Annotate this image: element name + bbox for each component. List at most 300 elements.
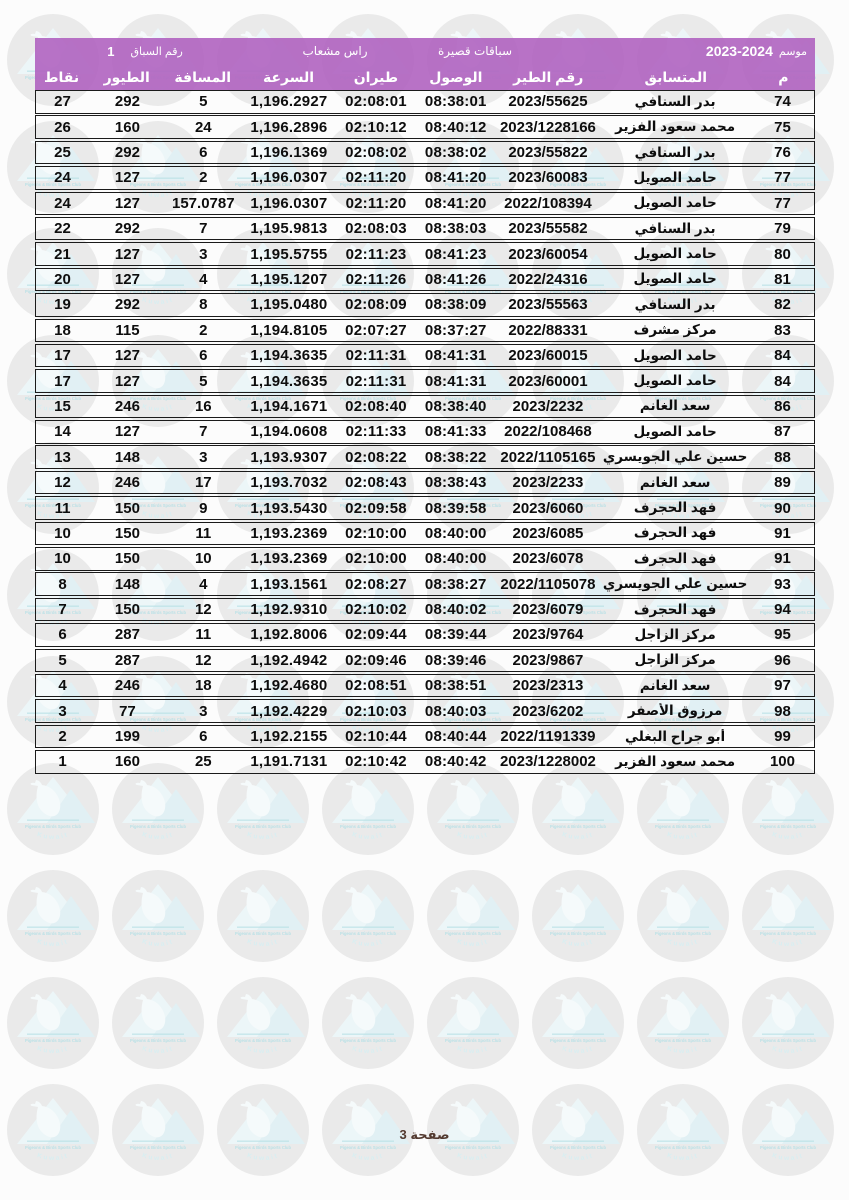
cell-speed: 1,192.4680 (250, 677, 328, 695)
cell-name: فهد الحجرف (633, 525, 717, 541)
cell-flight: 02:11:31 (345, 372, 407, 390)
cell-rank: 76 (774, 144, 791, 162)
cell-name: حامد الصويل (633, 195, 717, 211)
cell-distance: 6 (199, 728, 208, 746)
cell-birds: 150 (114, 524, 140, 542)
cell-birds: 160 (114, 118, 140, 136)
cell-distance: 7 (199, 220, 208, 238)
cell-speed: 1,193.1561 (250, 575, 328, 593)
cell-flight: 02:08:27 (345, 575, 407, 593)
table-row (35, 522, 815, 546)
table-row (35, 674, 815, 698)
cell-name: مركز مشرف (633, 322, 717, 338)
cell-birds: 148 (114, 575, 140, 593)
cell-arrival: 08:39:58 (424, 499, 487, 517)
cell-name: أبو جراح البغلي (625, 728, 726, 744)
season-prefix: موسم (778, 45, 807, 58)
cell-birds: 127 (114, 372, 140, 390)
cell-points: 24 (54, 169, 71, 187)
table-row (35, 572, 815, 596)
cell-arrival: 08:40:44 (424, 728, 487, 746)
cell-points: 13 (54, 448, 71, 466)
cell-name: مركز الزاجل (634, 626, 716, 642)
cell-flight: 02:11:33 (345, 423, 407, 441)
cell-speed: 1,193.2369 (250, 550, 328, 568)
cell-rank: 80 (774, 245, 791, 263)
page-number: صفحة 3 (399, 1127, 450, 1142)
cell-points: 8 (58, 575, 67, 593)
table-row (35, 699, 815, 723)
cell-speed: 1,194.3635 (250, 372, 328, 390)
cell-speed: 1,194.3635 (250, 347, 328, 365)
cell-points: 10 (54, 524, 71, 542)
club-logo-watermark (740, 975, 836, 1071)
cell-points: 7 (58, 601, 67, 619)
table-row (35, 166, 815, 190)
cell-points: 11 (54, 499, 71, 517)
cell-pigeon_no: 2022/1105078 (500, 575, 596, 593)
cell-speed: 1,192.2155 (250, 728, 328, 746)
cell-points: 19 (54, 296, 71, 314)
race-location: راس مشعاب (302, 44, 368, 58)
cell-arrival: 08:40:00 (424, 524, 487, 542)
table-row (35, 141, 815, 165)
table-header-row (35, 64, 815, 90)
cell-birds: 246 (114, 397, 140, 415)
cell-rank: 95 (774, 626, 791, 644)
cell-name: محمد سعود الفزير (615, 753, 736, 769)
cell-speed: 1,195.1207 (250, 270, 328, 288)
column-header-distance: المسافة (174, 68, 232, 85)
cell-speed: 1,196.0307 (250, 194, 328, 212)
cell-rank: 83 (774, 321, 791, 339)
cell-birds: 150 (114, 550, 140, 568)
table-row (35, 242, 815, 266)
cell-points: 21 (54, 245, 71, 263)
cell-distance: 3 (199, 448, 208, 466)
race-number-value: 1 (107, 43, 115, 59)
cell-flight: 02:10:02 (345, 601, 407, 619)
cell-pigeon_no: 2022/1105165 (500, 448, 596, 466)
cell-name: حامد الصويل (633, 271, 717, 287)
cell-rank: 79 (774, 220, 791, 238)
cell-distance: 2 (199, 169, 208, 187)
cell-points: 25 (54, 144, 71, 162)
cell-pigeon_no: 2023/55822 (508, 144, 588, 162)
cell-pigeon_no: 2023/1228002 (499, 753, 596, 771)
cell-arrival: 08:41:20 (424, 169, 487, 187)
cell-rank: 100 (769, 753, 795, 771)
cell-flight: 02:11:20 (345, 194, 407, 212)
cell-arrival: 08:37:27 (424, 321, 487, 339)
cell-flight: 02:07:27 (345, 321, 407, 339)
cell-arrival: 08:38:22 (424, 448, 487, 466)
cell-arrival: 08:40:42 (424, 753, 487, 771)
cell-birds: 246 (114, 677, 140, 695)
cell-birds: 287 (114, 626, 140, 644)
cell-birds: 292 (114, 296, 140, 314)
column-header-flight: طيران (353, 68, 399, 85)
results-rows (35, 90, 815, 774)
cell-birds: 77 (119, 702, 136, 720)
cell-points: 1 (58, 753, 67, 771)
table-row (35, 115, 815, 139)
cell-points: 26 (54, 118, 71, 136)
cell-distance: 16 (194, 397, 212, 415)
cell-rank: 74 (774, 93, 791, 111)
cell-points: 4 (58, 677, 67, 695)
cell-flight: 02:08:43 (345, 474, 407, 492)
cell-points: 17 (54, 372, 71, 390)
cell-name: فهد الحجرف (633, 601, 717, 617)
cell-name: بدر السنافي (634, 220, 716, 236)
cell-name: حسين علي الجويسري (602, 576, 748, 592)
cell-pigeon_no: 2023/6060 (512, 499, 584, 517)
cell-speed: 1,193.2369 (250, 524, 328, 542)
cell-arrival: 08:39:46 (424, 651, 487, 669)
cell-flight: 02:10:00 (345, 550, 407, 568)
table-row (35, 420, 815, 444)
cell-points: 14 (54, 423, 71, 441)
cell-distance: 8 (199, 296, 208, 314)
cell-speed: 1,195.9813 (250, 220, 328, 238)
cell-name: بدر السنافي (634, 93, 716, 109)
cell-pigeon_no: 2023/6202 (512, 702, 584, 720)
cell-name: فهد الحجرف (633, 500, 717, 515)
table-row (35, 547, 815, 571)
column-header-points: نقاط (43, 68, 80, 85)
cell-pigeon_no: 2023/60083 (508, 169, 588, 187)
cell-birds: 115 (115, 321, 140, 339)
cell-points: 5 (58, 651, 67, 669)
club-logo-watermark (425, 868, 521, 964)
cell-flight: 02:11:20 (345, 169, 407, 187)
cell-distance: 11 (195, 524, 212, 542)
cell-pigeon_no: 2023/55582 (508, 220, 588, 238)
cell-distance: 4 (199, 270, 208, 288)
cell-points: 3 (58, 702, 67, 720)
table-row (35, 725, 815, 749)
season-years: 2023-2024 (705, 43, 773, 59)
cell-speed: 1,194.0608 (250, 423, 328, 441)
cell-name: حامد الصويل (633, 246, 717, 262)
cell-birds: 127 (114, 423, 140, 441)
cell-points: 24 (54, 194, 71, 212)
season-label (706, 38, 807, 64)
title-bar (35, 38, 815, 64)
cell-arrival: 08:40:02 (424, 601, 487, 619)
cell-pigeon_no: 2023/60054 (508, 245, 588, 263)
cell-arrival: 08:38:09 (424, 296, 487, 314)
table-row (35, 344, 815, 368)
cell-pigeon_no: 2023/2232 (512, 397, 584, 415)
cell-arrival: 08:41:31 (424, 347, 487, 365)
club-logo-watermark (5, 975, 101, 1071)
cell-birds: 160 (114, 753, 140, 771)
table-row (35, 649, 815, 673)
cell-name: حامد الصويل (633, 423, 717, 439)
table-row (35, 750, 815, 774)
cell-arrival: 08:38:43 (424, 474, 487, 492)
cell-distance: 9 (199, 499, 208, 517)
cell-flight: 02:11:23 (345, 245, 407, 263)
table-row (35, 471, 815, 495)
club-logo-watermark (110, 975, 206, 1071)
cell-flight: 02:09:58 (345, 499, 407, 517)
cell-rank: 82 (774, 296, 791, 314)
cell-rank: 77 (774, 169, 791, 187)
cell-distance: 2 (199, 321, 208, 339)
cell-birds: 199 (114, 728, 140, 746)
cell-arrival: 08:40:12 (424, 118, 487, 136)
table-row (35, 395, 815, 419)
cell-rank: 98 (774, 702, 791, 720)
cell-birds: 292 (114, 220, 140, 238)
cell-arrival: 08:38:40 (424, 397, 487, 415)
cell-points: 2 (58, 728, 67, 746)
cell-distance: 5 (199, 372, 208, 390)
cell-flight: 02:11:31 (345, 347, 407, 365)
cell-distance: 157.0787 (172, 194, 235, 212)
cell-distance: 25 (194, 753, 212, 771)
cell-rank: 97 (774, 677, 791, 695)
cell-birds: 127 (114, 347, 140, 365)
table-row (35, 293, 815, 317)
cell-birds: 127 (114, 169, 140, 187)
cell-name: حامد الصويل (633, 373, 717, 389)
cell-birds: 292 (114, 93, 140, 111)
cell-name: حسين علي الجويسري (602, 449, 748, 465)
cell-pigeon_no: 2022/1191339 (500, 728, 596, 746)
cell-speed: 1,196.0307 (250, 169, 328, 187)
cell-arrival: 08:38:27 (424, 575, 487, 593)
race-category: سباقات قصيرة (437, 44, 513, 58)
cell-arrival: 08:38:03 (424, 220, 487, 238)
cell-rank: 86 (774, 397, 791, 415)
cell-rank: 91 (774, 550, 791, 568)
column-header-name: المتسابق (644, 68, 708, 85)
table-row (35, 90, 815, 114)
cell-speed: 1,195.0480 (250, 296, 328, 314)
cell-speed: 1,193.9307 (250, 448, 328, 466)
cell-pigeon_no: 2023/9764 (512, 626, 584, 644)
cell-name: حامد الصويل (633, 169, 717, 185)
cell-birds: 150 (114, 499, 140, 517)
table-row (35, 319, 815, 343)
cell-name: سعد الغانم (639, 677, 711, 693)
cell-flight: 02:10:12 (345, 118, 407, 136)
cell-pigeon_no: 2022/88331 (508, 321, 588, 339)
cell-rank: 99 (774, 728, 791, 746)
cell-flight: 02:08:01 (345, 93, 407, 111)
cell-speed: 1,196.2927 (250, 93, 328, 111)
cell-birds: 127 (114, 245, 140, 263)
table-row (35, 598, 815, 622)
cell-distance: 12 (194, 601, 212, 619)
table-row (35, 623, 815, 647)
cell-points: 12 (54, 474, 71, 492)
club-logo-watermark (320, 975, 416, 1071)
cell-points: 27 (54, 93, 71, 111)
cell-speed: 1,192.9310 (250, 601, 328, 619)
cell-arrival: 08:41:31 (424, 372, 487, 390)
cell-rank: 94 (774, 601, 791, 619)
cell-name: مركز الزاجل (634, 652, 716, 668)
cell-rank: 91 (774, 524, 791, 542)
column-header-rank: م (778, 68, 789, 85)
cell-flight: 02:09:44 (345, 626, 407, 644)
cell-distance: 5 (199, 93, 208, 111)
cell-arrival: 08:38:51 (424, 677, 487, 695)
cell-pigeon_no: 2023/55625 (508, 93, 588, 111)
cell-arrival: 08:38:01 (424, 93, 487, 111)
cell-distance: 12 (194, 651, 212, 669)
cell-distance: 17 (194, 474, 212, 492)
club-logo-watermark (320, 868, 416, 964)
cell-points: 22 (54, 220, 71, 238)
cell-rank: 89 (774, 474, 791, 492)
cell-rank: 93 (774, 575, 791, 593)
table-row (35, 192, 815, 216)
cell-flight: 02:10:00 (345, 524, 407, 542)
cell-flight: 02:09:46 (345, 651, 407, 669)
cell-arrival: 08:41:23 (424, 245, 487, 263)
club-logo-watermark (425, 975, 521, 1071)
cell-flight: 02:08:51 (345, 677, 407, 695)
cell-pigeon_no: 2023/55563 (508, 296, 588, 314)
cell-arrival: 08:39:44 (424, 626, 487, 644)
cell-rank: 77 (774, 194, 791, 212)
club-logo-watermark (110, 868, 206, 964)
cell-rank: 87 (774, 423, 791, 441)
cell-distance: 11 (195, 626, 212, 644)
cell-speed: 1,196.1369 (250, 144, 328, 162)
club-logo-watermark (530, 868, 626, 964)
cell-arrival: 08:40:00 (424, 550, 487, 568)
cell-speed: 1,193.5430 (250, 499, 328, 517)
club-logo-watermark (215, 975, 311, 1071)
cell-points: 20 (54, 270, 71, 288)
cell-pigeon_no: 2023/2313 (512, 677, 584, 695)
cell-name: محمد سعود الفزير (615, 119, 736, 135)
cell-arrival: 08:40:03 (424, 702, 487, 720)
cell-pigeon_no: 2023/6078 (512, 550, 584, 568)
cell-speed: 1,191.7131 (250, 753, 328, 771)
cell-birds: 127 (114, 270, 140, 288)
cell-name: حامد الصويل (633, 347, 717, 363)
cell-points: 18 (54, 321, 71, 339)
cell-name: سعد الغانم (639, 398, 711, 414)
table-row (35, 369, 815, 393)
cell-birds: 148 (114, 448, 140, 466)
cell-speed: 1,196.2896 (250, 118, 328, 136)
club-logo-watermark (635, 868, 731, 964)
cell-distance: 24 (194, 118, 212, 136)
cell-speed: 1,193.7032 (250, 474, 328, 492)
cell-rank: 88 (774, 448, 791, 466)
cell-rank: 81 (774, 270, 791, 288)
cell-birds: 127 (114, 194, 140, 212)
cell-birds: 292 (114, 144, 140, 162)
cell-rank: 96 (774, 651, 791, 669)
cell-name: مرزوق الأصفر (627, 703, 723, 719)
cell-flight: 02:08:40 (345, 397, 407, 415)
cell-birds: 246 (114, 474, 140, 492)
cell-birds: 287 (114, 651, 140, 669)
table-row (35, 445, 815, 469)
cell-name: بدر السنافي (634, 144, 716, 160)
cell-speed: 1,192.8006 (250, 626, 328, 644)
cell-pigeon_no: 2023/6085 (512, 524, 584, 542)
cell-name: بدر السنافي (634, 296, 716, 312)
cell-flight: 02:10:03 (345, 702, 407, 720)
club-logo-watermark (5, 868, 101, 964)
club-logo-watermark (530, 975, 626, 1071)
cell-rank: 84 (774, 372, 791, 390)
cell-distance: 4 (199, 575, 208, 593)
cell-pigeon_no: 2023/6079 (512, 601, 584, 619)
cell-distance: 6 (199, 347, 208, 365)
cell-distance: 3 (199, 702, 208, 720)
cell-points: 10 (54, 550, 71, 568)
cell-arrival: 08:38:02 (424, 144, 487, 162)
cell-pigeon_no: 2023/60015 (508, 347, 588, 365)
club-logo-watermark (740, 868, 836, 964)
cell-points: 17 (54, 347, 71, 365)
cell-pigeon_no: 2023/1228166 (499, 118, 596, 136)
cell-rank: 84 (774, 347, 791, 365)
cell-points: 15 (54, 397, 71, 415)
cell-flight: 02:10:42 (345, 753, 407, 771)
cell-flight: 02:08:22 (345, 448, 407, 466)
cell-rank: 90 (774, 499, 791, 517)
cell-pigeon_no: 2022/24316 (508, 270, 588, 288)
cell-arrival: 08:41:33 (424, 423, 487, 441)
column-header-pigeon_no: رقم الطير (513, 68, 584, 85)
results-sheet (35, 38, 815, 776)
table-row (35, 217, 815, 241)
cell-pigeon_no: 2022/108394 (504, 194, 592, 212)
cell-speed: 1,194.1671 (250, 397, 328, 415)
cell-points: 6 (58, 626, 67, 644)
cell-rank: 75 (774, 118, 791, 136)
cell-flight: 02:08:02 (345, 144, 407, 162)
cell-pigeon_no: 2023/2233 (512, 474, 584, 492)
cell-birds: 150 (114, 601, 140, 619)
cell-speed: 1,192.4942 (250, 651, 328, 669)
cell-distance: 18 (194, 677, 212, 695)
race-number-label: رقم السباق 1 (107, 43, 183, 59)
cell-pigeon_no: 2023/60001 (508, 372, 588, 390)
cell-speed: 1,194.8105 (250, 321, 328, 339)
cell-arrival: 08:41:20 (424, 194, 487, 212)
cell-distance: 6 (199, 144, 208, 162)
table-row (35, 268, 815, 292)
cell-speed: 1,195.5755 (250, 245, 328, 263)
cell-flight: 02:11:26 (345, 270, 407, 288)
cell-distance: 3 (199, 245, 208, 263)
cell-flight: 02:08:09 (345, 296, 407, 314)
column-header-speed: السرعة (262, 68, 315, 85)
cell-arrival: 08:41:26 (424, 270, 487, 288)
cell-pigeon_no: 2022/108468 (504, 423, 592, 441)
column-header-arrival: الوصول (429, 68, 483, 85)
column-header-birds: الطيور (103, 68, 150, 85)
club-logo-watermark (635, 975, 731, 1071)
cell-distance: 7 (199, 423, 208, 441)
cell-flight: 02:10:44 (345, 728, 407, 746)
club-logo-watermark (215, 868, 311, 964)
